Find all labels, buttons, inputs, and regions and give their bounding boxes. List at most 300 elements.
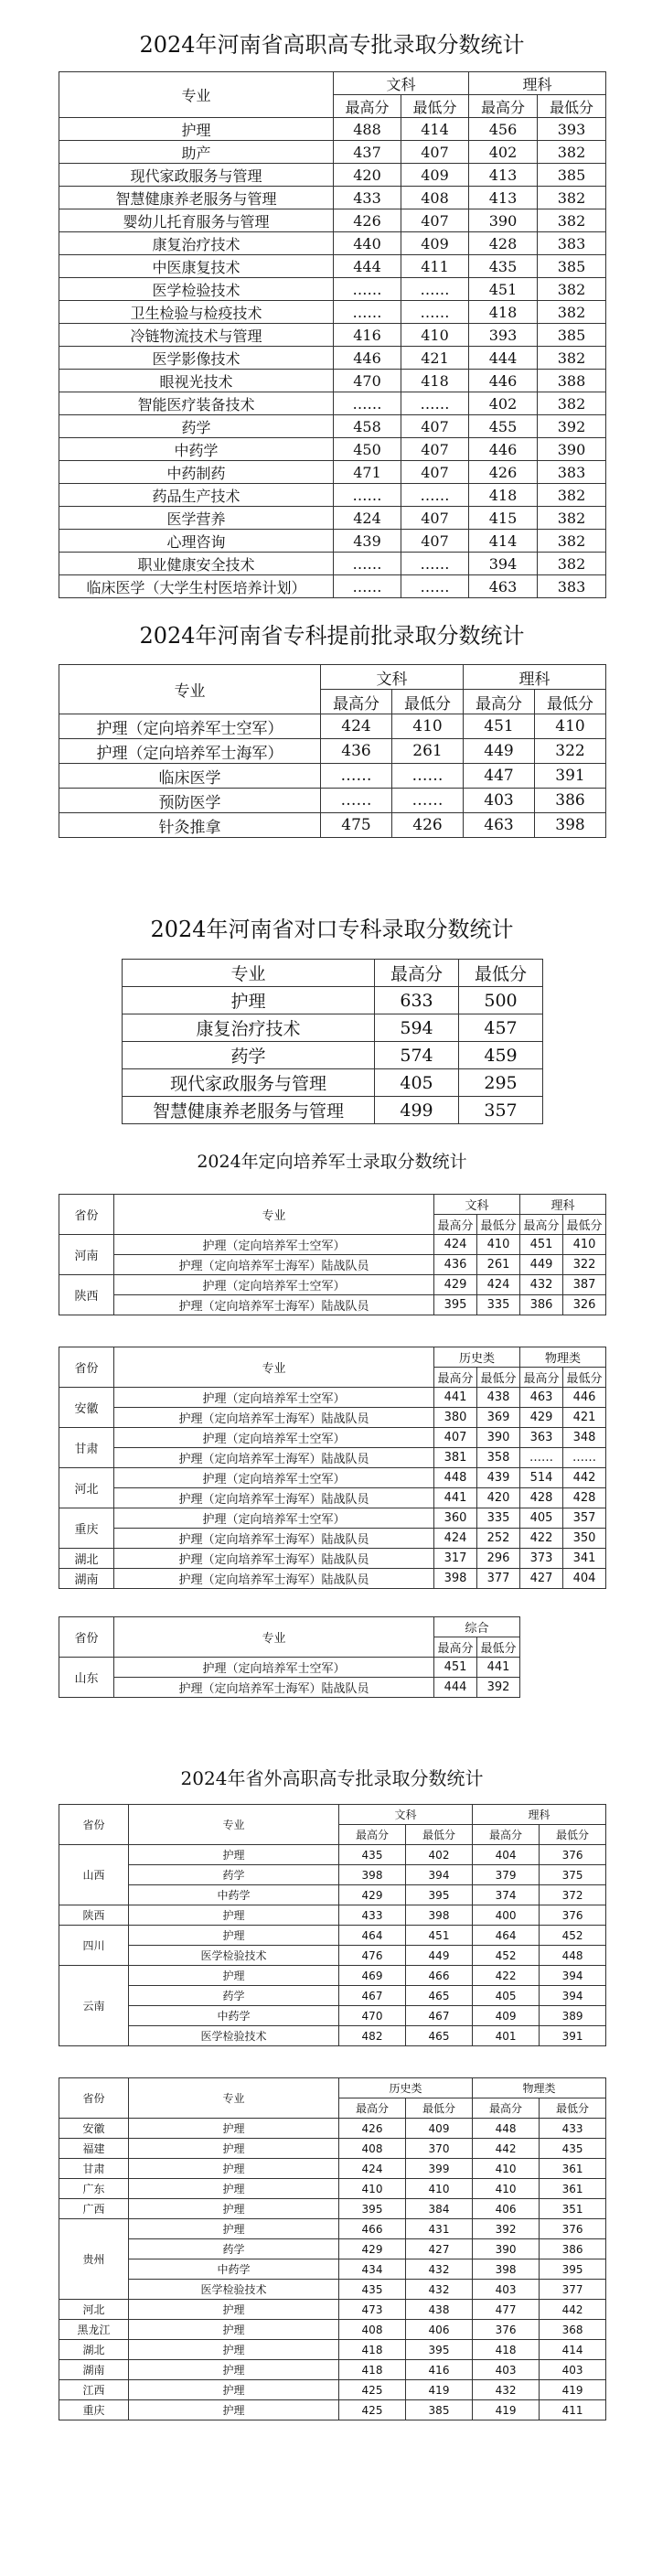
cell-min-score: 261 (392, 739, 464, 764)
table-row (59, 2219, 606, 2239)
cell-major: 护理 (129, 2400, 339, 2420)
header-major: 专业 (123, 960, 375, 987)
table-row (59, 1946, 606, 1966)
cell-major: 冷链物流技术与管理 (59, 324, 334, 347)
cell-max-score: …… (334, 278, 401, 301)
table-row (59, 1408, 606, 1428)
header-major: 专业 (114, 1195, 434, 1235)
cell-min-score: 465 (406, 1986, 473, 2006)
header-wen: 文科 (334, 72, 469, 95)
cell-province: 福建 (59, 2139, 129, 2159)
cell-min-score: 398 (535, 813, 606, 838)
header-province: 省份 (59, 2078, 129, 2119)
cell-max-score: 403 (473, 2360, 540, 2380)
cell-max-score: 444 (434, 1678, 477, 1698)
header-zonghe: 综合 (434, 1617, 520, 1637)
cell-min-score: 394 (540, 1966, 606, 1986)
table-row (59, 2259, 606, 2280)
cell-max-score: 407 (434, 1428, 477, 1448)
header-province: 省份 (59, 1617, 114, 1658)
header-max: 最高分 (520, 1368, 563, 1388)
cell-major: 护理 (129, 2320, 339, 2340)
header-max: 最高分 (334, 95, 401, 118)
cell-max-score: 446 (469, 438, 538, 461)
cell-max-score: 414 (469, 530, 538, 553)
cell-max-score: 416 (334, 324, 401, 347)
header-min: 最低分 (406, 2098, 473, 2119)
cell-min-score: …… (392, 789, 464, 813)
cell-min-score: 335 (477, 1295, 520, 1315)
cell-max-score: 476 (339, 1946, 406, 1966)
cell-max-score: 422 (520, 1529, 563, 1549)
cell-major: 中药制药 (59, 461, 334, 484)
cell-province: 湖北 (59, 2340, 129, 2360)
header-max: 最高分 (339, 1825, 406, 1845)
cell-major: 医学检验技术 (129, 2280, 339, 2300)
cell-max-score: 432 (473, 2380, 540, 2400)
table-row (59, 2006, 606, 2026)
cell-min-score: 433 (540, 2119, 606, 2139)
cell-max-score: 373 (520, 1549, 563, 1569)
header-physics: 物理类 (473, 2078, 606, 2098)
cell-min-score: 357 (563, 1508, 606, 1529)
cell-max-score: 448 (473, 2119, 540, 2139)
cell-max-score: 451 (464, 714, 535, 739)
cell-min-score: 382 (538, 530, 606, 553)
cell-max-score: 402 (469, 141, 538, 164)
table-row (59, 301, 606, 324)
cell-max-score: 436 (434, 1255, 477, 1275)
cell-major: 护理 (129, 2179, 339, 2199)
cell-max-score: 398 (434, 1569, 477, 1589)
cell-max-score: 408 (339, 2320, 406, 2340)
cell-max-score: 470 (339, 2006, 406, 2026)
cell-max-score: 398 (339, 1865, 406, 1885)
cell-major: 护理 (129, 2380, 339, 2400)
cell-min-score: 391 (535, 764, 606, 789)
table-row (59, 575, 606, 598)
cell-max-score: 436 (321, 739, 392, 764)
cell-min-score: 358 (477, 1448, 520, 1468)
cell-min-score: 421 (563, 1408, 606, 1428)
cell-min-score: 391 (540, 2026, 606, 2046)
cell-max-score: 408 (339, 2139, 406, 2159)
cell-max-score: 386 (520, 1295, 563, 1315)
cell-max-score: 470 (334, 370, 401, 392)
header-min: 最低分 (477, 1215, 520, 1235)
cell-min-score: 407 (401, 141, 469, 164)
header-max: 最高分 (434, 1637, 477, 1658)
cell-max-score: 466 (339, 2219, 406, 2239)
table-row (59, 164, 606, 187)
cell-min-score: 421 (401, 347, 469, 370)
header-min: 最低分 (540, 2098, 606, 2119)
table-row (59, 813, 606, 838)
table-row (59, 1986, 606, 2006)
cell-major: 护理 (129, 2139, 339, 2159)
cell-max-score: 451 (434, 1658, 477, 1678)
cell-min-score: …… (401, 575, 469, 598)
header-min: 最低分 (535, 690, 606, 714)
cell-min-score: 404 (563, 1569, 606, 1589)
cell-province: 云南 (59, 1966, 129, 2046)
cell-min-score: 389 (540, 2006, 606, 2026)
table-row (59, 2119, 606, 2139)
cell-max-score: 475 (321, 813, 392, 838)
header-li: 理科 (473, 1805, 606, 1825)
cell-max-score: 451 (469, 278, 538, 301)
cell-major: 药学 (129, 1986, 339, 2006)
cell-min-score: 322 (563, 1255, 606, 1275)
cell-min-score: 382 (538, 553, 606, 575)
cell-min-score: 457 (459, 1014, 543, 1042)
cell-max-score: …… (321, 764, 392, 789)
cell-min-score: 383 (538, 575, 606, 598)
score-table-1 (59, 1804, 606, 2046)
section-directional-soldier (59, 1130, 605, 1698)
header-major: 专业 (114, 1347, 434, 1388)
cell-major: 中医康复技术 (59, 255, 334, 278)
cell-min-score: 385 (406, 2400, 473, 2420)
cell-max-score: 398 (473, 2259, 540, 2280)
cell-major: 护理（定向培养军士海军）陆战队员 (114, 1529, 434, 1549)
cell-max-score: 410 (473, 2179, 540, 2199)
cell-major: 预防医学 (59, 789, 321, 813)
cell-min-score: 376 (540, 1845, 606, 1865)
cell-min-score: 435 (540, 2139, 606, 2159)
cell-major: 护理 (129, 2340, 339, 2360)
cell-major: 护理（定向培养军士海军）陆战队员 (114, 1255, 434, 1275)
header-major: 专业 (114, 1617, 434, 1658)
section-henan-vocational-counterpart (122, 896, 542, 1124)
cell-min-score: 424 (477, 1275, 520, 1295)
cell-min-score: 384 (406, 2199, 473, 2219)
cell-min-score: 467 (406, 2006, 473, 2026)
cell-max-score: 446 (334, 347, 401, 370)
cell-max-score: 380 (434, 1408, 477, 1428)
table-row (59, 1428, 606, 1448)
section-title: 2024年省外高职高专批录取分数统计 (180, 1767, 484, 1789)
cell-min-score: 295 (459, 1069, 543, 1097)
cell-max-score: 463 (464, 813, 535, 838)
table-row (59, 1468, 606, 1488)
table-row (59, 553, 606, 575)
cell-major: 智慧健康养老服务与管理 (123, 1097, 375, 1124)
cell-major: 助产 (59, 141, 334, 164)
cell-min-score: 402 (406, 1845, 473, 1865)
cell-major: 现代家政服务与管理 (59, 164, 334, 187)
cell-province: 广东 (59, 2179, 129, 2199)
cell-min-score: 420 (477, 1488, 520, 1508)
score-table-2 (59, 1347, 606, 1589)
score-table-3 (59, 1616, 520, 1698)
table-row (59, 392, 606, 415)
cell-max-score: 441 (434, 1388, 477, 1408)
cell-major: 医学影像技术 (59, 347, 334, 370)
cell-min-score: 451 (406, 1926, 473, 1946)
table-row (59, 1865, 606, 1885)
cell-max-score: 448 (434, 1468, 477, 1488)
cell-min-score: 414 (540, 2340, 606, 2360)
cell-min-score: 466 (406, 1966, 473, 1986)
table-row (59, 255, 606, 278)
cell-min-score: 410 (401, 324, 469, 347)
cell-province: 河北 (59, 1468, 114, 1508)
table-row (123, 987, 543, 1014)
score-table (122, 959, 543, 1124)
cell-min-score: 438 (406, 2300, 473, 2320)
cell-max-score: 449 (520, 1255, 563, 1275)
cell-max-score: 413 (469, 164, 538, 187)
cell-max-score: 420 (334, 164, 401, 187)
cell-major: 现代家政服务与管理 (123, 1069, 375, 1097)
cell-min-score: 432 (406, 2259, 473, 2280)
cell-major: 药品生产技术 (59, 484, 334, 507)
cell-major: 康复治疗技术 (59, 232, 334, 255)
cell-min-score: 350 (563, 1529, 606, 1549)
cell-max-score: 435 (469, 255, 538, 278)
table-row (59, 789, 606, 813)
cell-min-score: 409 (401, 164, 469, 187)
cell-max-score: 381 (434, 1448, 477, 1468)
cell-max-score: 432 (520, 1275, 563, 1295)
cell-min-score: 408 (401, 187, 469, 209)
cell-min-score: …… (401, 484, 469, 507)
cell-max-score: 363 (520, 1428, 563, 1448)
cell-major: 针灸推拿 (59, 813, 321, 838)
cell-major: 护理 (59, 118, 334, 141)
cell-min-score: 335 (477, 1508, 520, 1529)
cell-min-score: 407 (401, 209, 469, 232)
cell-max-score: 405 (375, 1069, 459, 1097)
cell-min-score: 361 (540, 2179, 606, 2199)
section-title: 2024年河南省高职高专批录取分数统计 (139, 32, 525, 58)
cell-min-score: 375 (540, 1865, 606, 1885)
cell-min-score: 361 (540, 2159, 606, 2179)
cell-max-score: 405 (473, 1986, 540, 2006)
cell-max-score: 418 (339, 2340, 406, 2360)
cell-min-score: 322 (535, 739, 606, 764)
cell-max-score: 395 (434, 1295, 477, 1315)
table-row (59, 1235, 606, 1255)
cell-max-score: …… (334, 575, 401, 598)
cell-min-score: 382 (538, 209, 606, 232)
cell-min-score: 370 (406, 2139, 473, 2159)
cell-min-score: 439 (477, 1468, 520, 1488)
cell-max-score: 428 (520, 1488, 563, 1508)
cell-major: 中药学 (129, 2006, 339, 2026)
header-min: 最低分 (477, 1637, 520, 1658)
table-row (59, 1255, 606, 1275)
cell-major: 临床医学（大学生村医培养计划） (59, 575, 334, 598)
cell-max-score: 376 (473, 2320, 540, 2340)
cell-max-score: 424 (434, 1235, 477, 1255)
cell-max-score: 463 (520, 1388, 563, 1408)
table-row (59, 507, 606, 530)
header-province: 省份 (59, 1347, 114, 1388)
cell-max-score: 446 (469, 370, 538, 392)
header-major: 专业 (129, 2078, 339, 2119)
cell-min-score: 395 (406, 2340, 473, 2360)
table-row (59, 1569, 606, 1589)
cell-min-score: …… (401, 392, 469, 415)
cell-min-score: …… (401, 301, 469, 324)
cell-min-score: 383 (538, 232, 606, 255)
cell-min-score: 376 (540, 2219, 606, 2239)
cell-max-score: 402 (469, 392, 538, 415)
cell-min-score: 392 (477, 1678, 520, 1698)
header-li: 理科 (464, 665, 606, 690)
cell-max-score: 451 (520, 1235, 563, 1255)
cell-province: 四川 (59, 1926, 129, 1966)
section-henan-early-batch (59, 606, 605, 838)
table-row (59, 461, 606, 484)
cell-max-score: 425 (339, 2380, 406, 2400)
table-row (59, 1529, 606, 1549)
cell-province: 陕西 (59, 1275, 114, 1315)
table-row (59, 1678, 520, 1698)
header-max: 最高分 (321, 690, 392, 714)
cell-province: 黑龙江 (59, 2320, 129, 2340)
cell-min-score: 395 (406, 1885, 473, 1905)
cell-major: 护理 (129, 2360, 339, 2380)
cell-max-score: 441 (434, 1488, 477, 1508)
header-province: 省份 (59, 1805, 129, 1845)
table-row (59, 1448, 606, 1468)
table-row (59, 1275, 606, 1295)
header-max: 最高分 (520, 1215, 563, 1235)
cell-min-score: 382 (538, 187, 606, 209)
cell-min-score: 382 (538, 507, 606, 530)
cell-min-score: 252 (477, 1529, 520, 1549)
cell-major: 心理咨询 (59, 530, 334, 553)
header-major: 专业 (129, 1805, 339, 1845)
cell-min-score: 407 (401, 507, 469, 530)
table-row (59, 2239, 606, 2259)
cell-major: 护理 (129, 1966, 339, 1986)
cell-major: 护理 (129, 1905, 339, 1926)
cell-max-score: 444 (469, 347, 538, 370)
cell-max-score: 406 (473, 2199, 540, 2219)
cell-max-score: 467 (339, 1986, 406, 2006)
cell-major: 医学检验技术 (59, 278, 334, 301)
header-province: 省份 (59, 1195, 114, 1235)
cell-major: 中药学 (129, 2259, 339, 2280)
cell-min-score: 442 (563, 1468, 606, 1488)
cell-max-score: 401 (473, 2026, 540, 2046)
header-max: 最高分 (473, 2098, 540, 2119)
cell-max-score: 514 (520, 1468, 563, 1488)
cell-province: 湖南 (59, 1569, 114, 1589)
header-wen: 文科 (321, 665, 464, 690)
cell-max-score: 418 (469, 484, 538, 507)
table-row (59, 1549, 606, 1569)
cell-min-score: 382 (538, 278, 606, 301)
cell-max-score: 418 (473, 2340, 540, 2360)
header-max: 最高分 (375, 960, 459, 987)
header-min: 最低分 (563, 1215, 606, 1235)
cell-min-score: 376 (540, 1905, 606, 1926)
table-row (59, 1488, 606, 1508)
table-row (59, 187, 606, 209)
cell-min-score: 382 (538, 392, 606, 415)
cell-max-score: 374 (473, 1885, 540, 1905)
cell-max-score: 424 (434, 1529, 477, 1549)
cell-major: 药学 (59, 415, 334, 438)
header-min: 最低分 (406, 1825, 473, 1845)
cell-province: 山东 (59, 1658, 114, 1698)
cell-major: 中药学 (59, 438, 334, 461)
cell-min-score: 382 (538, 301, 606, 324)
table-row (59, 2380, 606, 2400)
cell-min-score: 452 (540, 1926, 606, 1946)
cell-max-score: 317 (434, 1549, 477, 1569)
cell-min-score: 348 (563, 1428, 606, 1448)
cell-min-score: 383 (538, 461, 606, 484)
cell-max-score: 422 (473, 1966, 540, 1986)
cell-max-score: 405 (520, 1508, 563, 1529)
cell-province: 湖南 (59, 2360, 129, 2380)
cell-min-score: 416 (406, 2360, 473, 2380)
cell-min-score: 409 (406, 2119, 473, 2139)
cell-max-score: 433 (339, 1905, 406, 1926)
cell-min-score: 414 (401, 118, 469, 141)
section-out-of-province (59, 1745, 605, 2420)
cell-max-score: 392 (473, 2219, 540, 2239)
cell-max-score: 442 (473, 2139, 540, 2159)
score-table-1 (59, 1194, 606, 1315)
cell-min-score: 369 (477, 1408, 520, 1428)
cell-major: 医学营养 (59, 507, 334, 530)
cell-province: 重庆 (59, 1508, 114, 1549)
cell-min-score: 403 (540, 2360, 606, 2380)
score-table-2 (59, 2077, 606, 2420)
table-row (59, 739, 606, 764)
cell-min-score: 418 (401, 370, 469, 392)
cell-major: 护理 (129, 1845, 339, 1865)
cell-min-score: 419 (540, 2380, 606, 2400)
cell-max-score: 418 (469, 301, 538, 324)
cell-max-score: …… (334, 392, 401, 415)
cell-min-score: 410 (535, 714, 606, 739)
cell-min-score: 394 (406, 1865, 473, 1885)
table-row (59, 1388, 606, 1408)
cell-max-score: 403 (473, 2280, 540, 2300)
cell-major: 药学 (129, 1865, 339, 1885)
cell-max-score: 393 (469, 324, 538, 347)
cell-province: 陕西 (59, 1905, 129, 1926)
table-row (59, 370, 606, 392)
cell-min-score: 438 (477, 1388, 520, 1408)
cell-min-score: 446 (563, 1388, 606, 1408)
cell-major: 护理 (129, 2219, 339, 2239)
header-history: 历史类 (434, 1347, 520, 1368)
cell-min-score: 411 (540, 2400, 606, 2420)
cell-max-score: 499 (375, 1097, 459, 1124)
cell-min-score: 382 (538, 141, 606, 164)
cell-min-score: …… (401, 278, 469, 301)
table-row (59, 2026, 606, 2046)
cell-max-score: 426 (469, 461, 538, 484)
header-li: 理科 (520, 1195, 606, 1215)
header-min: 最低分 (538, 95, 606, 118)
cell-max-score: 395 (339, 2199, 406, 2219)
table-row (59, 530, 606, 553)
cell-max-score: 469 (339, 1966, 406, 1986)
cell-major: 护理（定向培养军士空军） (59, 714, 321, 739)
cell-min-score: 377 (540, 2280, 606, 2300)
cell-major: 护理（定向培养军士海军）陆战队员 (114, 1448, 434, 1468)
